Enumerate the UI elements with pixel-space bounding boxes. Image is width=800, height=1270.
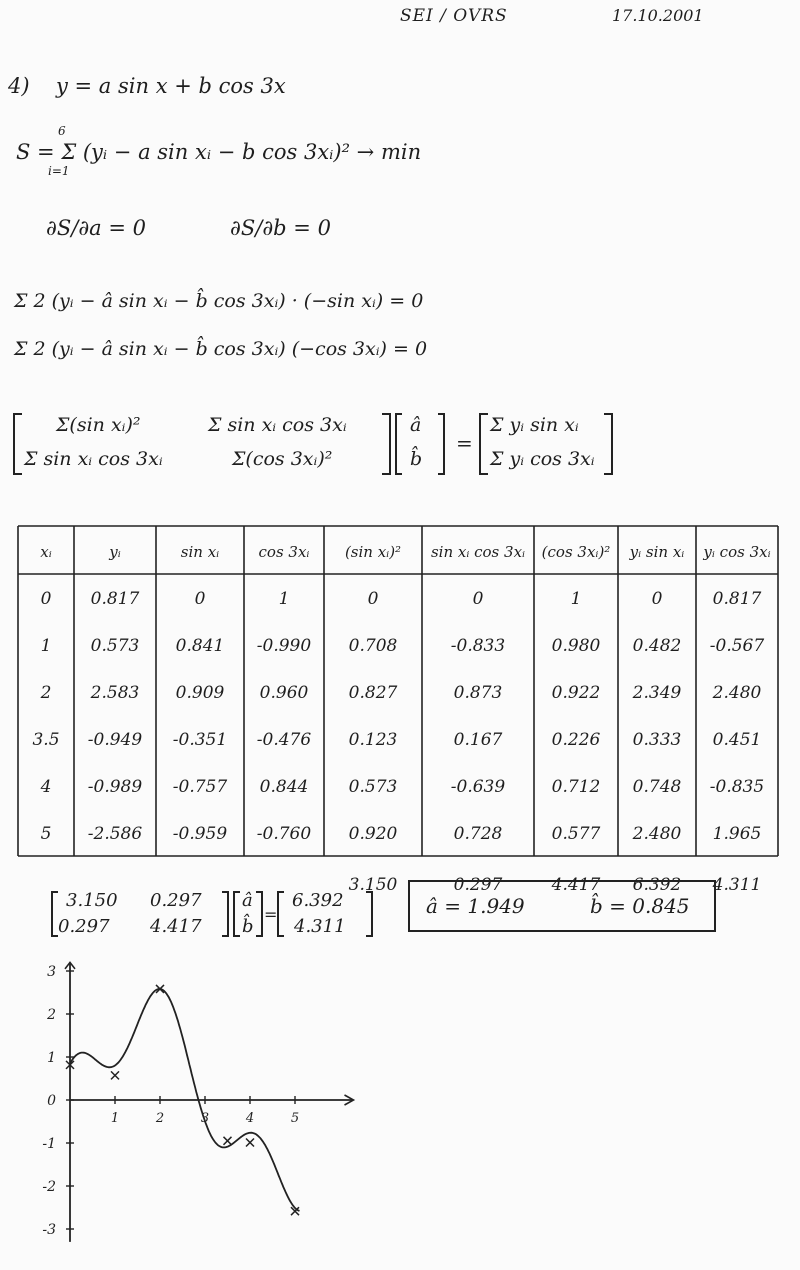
table-cell: 0.960: [259, 683, 309, 703]
table-cell: 4: [40, 777, 52, 797]
system-m11: 3.150: [66, 890, 118, 911]
table-cell: 0.712: [551, 777, 601, 797]
table-cell: 0.817: [90, 589, 140, 609]
rhs-1: Σ yᵢ sin xᵢ: [490, 414, 579, 436]
system-v1: â: [242, 890, 253, 911]
system-m22: 4.417: [150, 916, 202, 937]
table-cell: -0.959: [172, 824, 228, 844]
table-cell: 0.748: [632, 777, 682, 797]
data-table-grid: [16, 526, 800, 895]
table-cell: 0.577: [551, 824, 601, 844]
y-tick-label: 0: [47, 1093, 56, 1109]
table-cell: 1: [278, 589, 290, 609]
table-cell: -0.351: [172, 730, 228, 750]
x-tick-label: 5: [290, 1111, 300, 1126]
table-cell: -0.835: [709, 777, 765, 797]
table-cell: 2: [40, 683, 52, 703]
rhs-2: Σ yᵢ cos 3xᵢ: [490, 448, 595, 470]
sum-lower-limit: i=1: [48, 164, 70, 178]
table-header-cell: yᵢ sin xᵢ: [629, 543, 685, 561]
table-header-cell: sin xᵢ: [180, 543, 220, 561]
table-sum-cell: 4.417: [551, 875, 601, 895]
course-code: SEI / OVRS: [400, 6, 508, 26]
table-cell: 1: [570, 589, 582, 609]
table-cell: 0: [194, 589, 206, 609]
system-v2: b̂: [242, 916, 254, 937]
table-cell: 0.873: [453, 683, 503, 703]
table-cell: 0.573: [90, 636, 140, 656]
vector-a-hat: â: [410, 414, 422, 436]
table-cell: -0.760: [256, 824, 312, 844]
table-cell: 1.965: [712, 824, 762, 844]
table-cell: 2.349: [632, 683, 682, 703]
table-cell: 0.482: [632, 636, 682, 656]
table-cell: 5: [40, 824, 52, 844]
vector-b-hat: b̂: [410, 448, 423, 470]
fit-plot: [30, 955, 380, 1260]
system-r2: 4.311: [294, 916, 346, 937]
date: 17.10.2001: [612, 6, 704, 25]
svg-text:=: =: [456, 431, 473, 455]
result-b-hat: b̂ = 0.845: [590, 894, 690, 918]
table-header-cell: cos 3xᵢ: [258, 543, 310, 561]
table-cell: 1: [40, 636, 52, 656]
table-cell: 2.480: [632, 824, 682, 844]
table-cell: 0.817: [712, 589, 762, 609]
y-tick-label: -1: [42, 1136, 56, 1152]
table-cell: -0.833: [450, 636, 506, 656]
table-cell: 0.123: [348, 730, 398, 750]
svg-text:=: =: [264, 905, 278, 924]
data-point-marker: [111, 1071, 119, 1079]
table-cell: -0.757: [172, 777, 228, 797]
x-tick-label: 2: [155, 1111, 165, 1126]
table-cell: -0.639: [450, 777, 506, 797]
result-a-hat: â = 1.949: [426, 894, 525, 918]
matrix-a12: Σ sin xᵢ cos 3xᵢ: [208, 414, 347, 436]
x-tick-label: 1: [110, 1111, 120, 1126]
table-cell: -0.989: [87, 777, 143, 797]
system-r1: 6.392: [292, 890, 344, 911]
table-sum-cell: 6.392: [632, 875, 682, 895]
matrix-a11: Σ(sin xᵢ)²: [56, 414, 141, 436]
data-table: [16, 526, 800, 895]
table-sum-cell: 4.311: [712, 875, 762, 895]
table-cell: 0.980: [551, 636, 601, 656]
table-cell: 0.827: [348, 683, 398, 703]
y-tick-label: 2: [47, 1007, 56, 1023]
table-cell: -0.476: [256, 730, 312, 750]
problem-number: 4): [8, 74, 30, 98]
table-header-cell: (sin xᵢ)²: [344, 543, 402, 561]
table-cell: 3.5: [32, 730, 60, 750]
table-cell: 0: [472, 589, 484, 609]
table-cell: 0.167: [453, 730, 503, 750]
table-cell: 0.844: [259, 777, 309, 797]
matrix-a22: Σ(cos 3xᵢ)²: [232, 448, 333, 470]
normal-equation-2: Σ 2 (yᵢ − â sin xᵢ − b̂ cos 3xᵢ) (−cos 3xᵢ) = 0: [14, 338, 428, 360]
table-cell: -0.567: [709, 636, 765, 656]
table-cell: 0.920: [348, 824, 398, 844]
table-cell: -0.990: [256, 636, 312, 656]
table-cell: 2.480: [712, 683, 762, 703]
model-equation: y = a sin x + b cos 3x: [56, 74, 286, 98]
table-header-cell: yᵢ cos 3xᵢ: [703, 543, 771, 561]
table-cell: -2.586: [87, 824, 143, 844]
y-tick-label: -2: [42, 1179, 56, 1195]
table-cell: 2.583: [90, 683, 140, 703]
table-sum-cell: 3.150: [348, 875, 398, 895]
partial-derivative-a: ∂S/∂a = 0: [46, 216, 147, 240]
table-header-cell: xᵢ: [40, 543, 52, 561]
table-cell: 0.226: [551, 730, 601, 750]
y-tick-label: 3: [47, 964, 56, 980]
table-cell: 0.708: [348, 636, 398, 656]
objective-function: S = Σ (yᵢ − a sin xᵢ − b cos 3xᵢ)² → min: [16, 140, 422, 164]
result-box: [408, 880, 716, 932]
table-header-cell: yᵢ: [109, 543, 121, 561]
y-tick-label: -3: [42, 1222, 56, 1238]
table-cell: 0.573: [348, 777, 398, 797]
table-cell: 0.841: [175, 636, 225, 656]
table-cell: 0.451: [712, 730, 762, 750]
sum-upper-limit: 6: [58, 124, 66, 138]
y-tick-label: 1: [47, 1050, 56, 1066]
x-tick-label: 4: [245, 1111, 255, 1126]
data-point-marker: [224, 1137, 232, 1145]
data-point-marker: [246, 1139, 254, 1147]
table-header-cell: (cos 3xᵢ)²: [541, 543, 611, 561]
table-cell: -0.949: [87, 730, 143, 750]
table-cell: 0.909: [175, 683, 225, 703]
normal-equation-1: Σ 2 (yᵢ − â sin xᵢ − b̂ cos 3xᵢ) · (−sin xᵢ) = 0: [14, 290, 424, 312]
system-m21: 0.297: [58, 916, 110, 937]
x-tick-label: 3: [200, 1111, 210, 1126]
partial-derivative-b: ∂S/∂b = 0: [230, 216, 331, 240]
table-header-cell: sin xᵢ cos 3xᵢ: [430, 543, 526, 561]
system-m12: 0.297: [150, 890, 202, 911]
table-cell: 0: [40, 589, 52, 609]
table-sum-cell: 0.297: [453, 875, 503, 895]
table-cell: 0: [651, 589, 663, 609]
table-cell: 0.922: [551, 683, 601, 703]
table-cell: 0.728: [453, 824, 503, 844]
table-cell: 0: [367, 589, 379, 609]
matrix-a21: Σ sin xᵢ cos 3xᵢ: [24, 448, 163, 470]
table-cell: 0.333: [632, 730, 682, 750]
